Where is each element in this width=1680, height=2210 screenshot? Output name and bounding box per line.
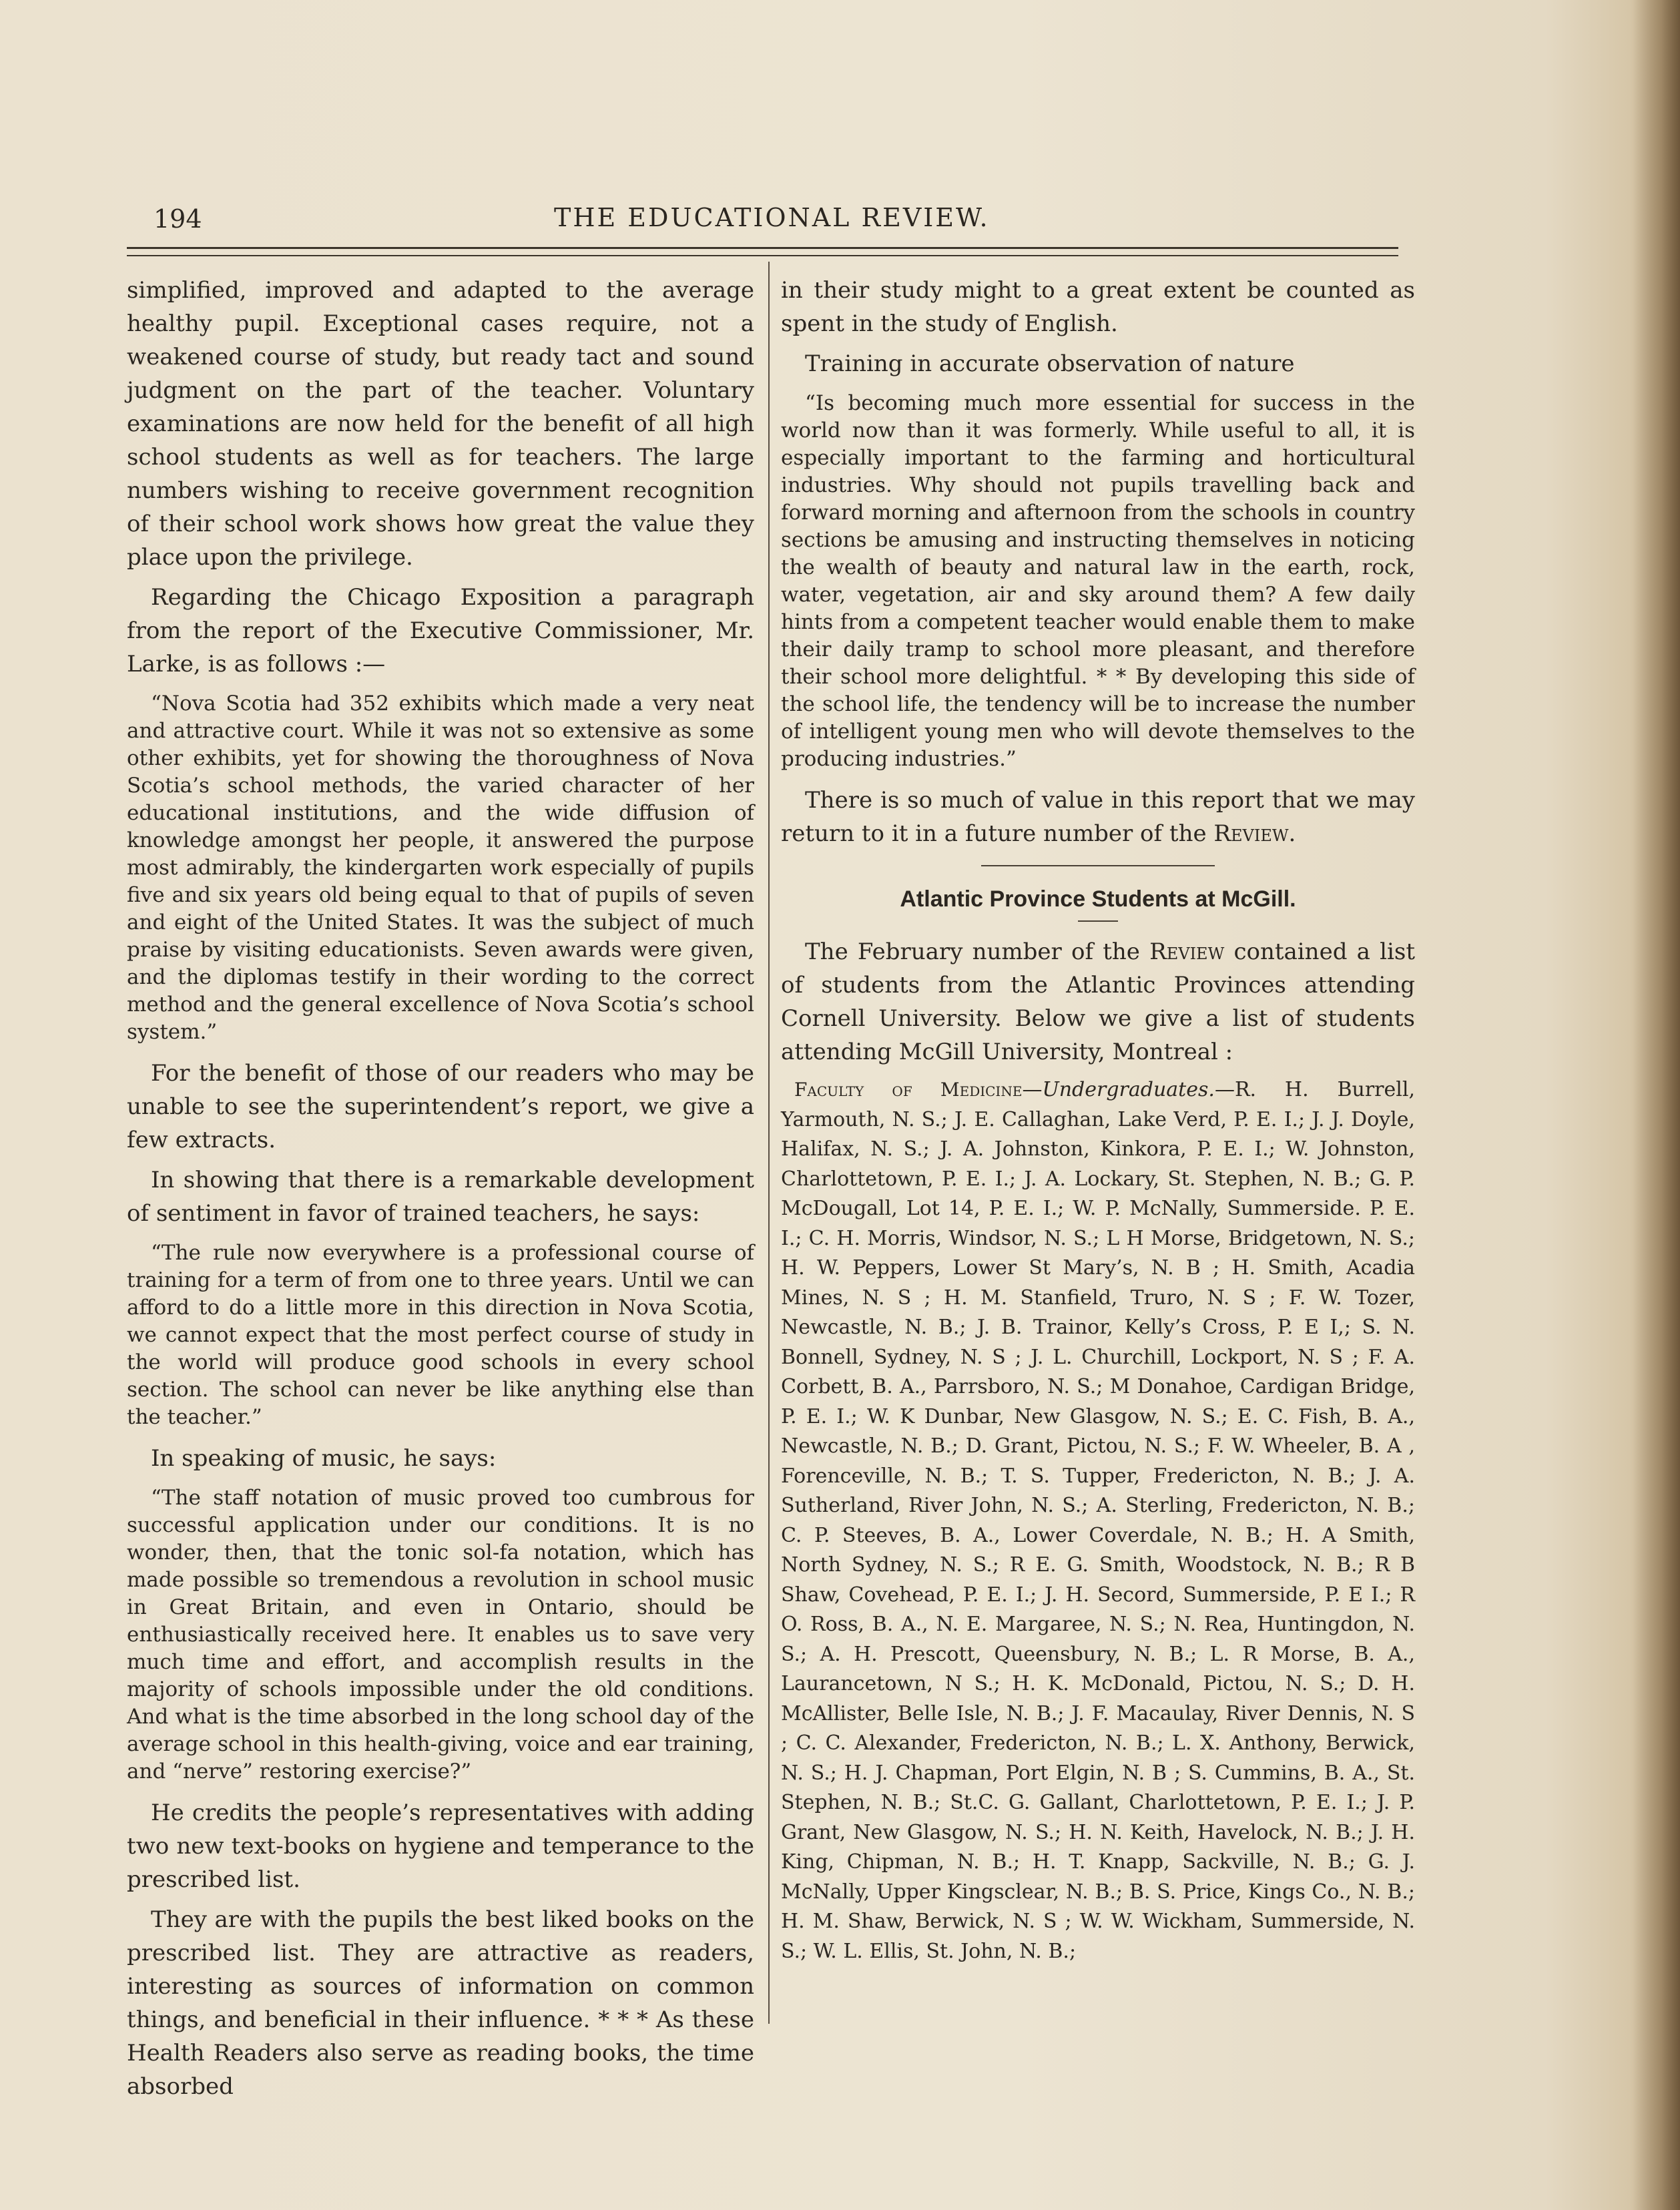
paragraph (781, 935, 1415, 1069)
paragraph-text: . (1288, 820, 1296, 847)
block-quote: “Is becoming much more essential for success in the world now than it was formerly. While useful to all, it is especially important to the farming and horticultural industries. Why should not pupils travelling back and forward morning and afternoon from the schools in country sections be amusing and instructing themselves in noticing the wealth of beauty and natural law in the earth, rock, water, vegetation, air and sky around them? A few daily hints from a competent teacher would enable them to make their daily tramp to school more pleasant, and therefore their school more delightful. * * By developing this side of the school life, the tendency will be to increase the number of intelligent young men who will devote themselves to the producing industries.” (781, 391, 1415, 771)
paragraph: They are with the pupils the best liked books on the prescribed list. They are attractive as readers, interesting as sources of information on common things, and beneficial in their influence. * * * As these Health Readers also serve as reading books, the time absorbed (127, 1906, 754, 2100)
paragraph: He credits the people’s representatives with adding two new text-books on hygiene and temperance to the prescribed list. (127, 1800, 754, 1893)
paragraph: simplified, improved and adapted to the average healthy pupil. Exceptional cases require, not a weakened course of study, but ready tact and sound judgment on the part of the teacher. Voluntary examinations are now held for the benefit of all high school students as well as for teachers. The large numbers wishing to receive government recognition of their school work shows how great the value they place upon the privilege. (127, 277, 754, 571)
right-column (781, 274, 1415, 1966)
paragraph: Training in accurate observation of nature (805, 350, 1295, 377)
paragraph-text: The February number of the (805, 938, 1150, 965)
review-name: Review (1213, 820, 1289, 847)
paragraph: In showing that there is a remarkable development of sentiment in favor of trained teachers, he says: (127, 1167, 754, 1227)
block-quote: “Nova Scotia had 352 exhibits which made a very neat and attractive court. While it was not so extensive as some other exhibits, yet for showing the thoroughness of Nova Scotia’s school methods, the varied character of her educational institutions, and the wide diffusion of knowledge amongst her people, it answered the purpose most admirably, the kindergarten work especially of pupils five and six years old being equal to that of pupils of seven and eight of the United States. It was the subject of much praise by visiting educationists. Seven awards were given, and the diplomas testify in their wording to the correct method and the general excellence of Nova Scotia’s school system.” (127, 692, 754, 1044)
page-number: 194 (154, 204, 202, 234)
header-rule-top (127, 247, 1398, 249)
faculty-dash: — (1022, 1078, 1043, 1101)
paragraph (781, 784, 1415, 850)
left-column (127, 274, 754, 2110)
section-heading: Atlantic Province Students at McGill. (900, 886, 1296, 912)
block-quote: “The staff notation of music proved too cumbrous for successful application under our conditions. It is no wonder, then, that the tonic sol-fa notation, which has made possible so tremendous a revolution in school music in Great Britain, and even in Ontario, should be enthusiastically received here. It enables us to save very much time and effort, and accomplish results in the majority of schools impossible under the old conditions. And what is the time absorbed in the long school day of the average school in this health-giving, voice and ear training, and “nerve” restoring exercise?” (127, 1486, 754, 1783)
running-header (127, 200, 1395, 240)
faculty-subheading: Undergraduates. (1042, 1078, 1215, 1101)
binding-edge-shadow (1633, 0, 1680, 2210)
paragraph: Regarding the Chicago Exposition a paragraph from the report of the Executive Commissioner, Mr. Larke, is as follows :— (127, 584, 754, 677)
header-rule-bottom (127, 255, 1398, 256)
student-names: —R. H. Burrell, Yarmouth, N. S.; J. E. Callaghan, Lake Verd, P. E. I.; J. J. Doyle, Halifax, N. S.; J. A. Johnston, Kinkora, P. E. I.; W. Johnston, Charlottetown, P. E. I.; J. A. Lockary, St. Stephen, N. B.; G. P. McDougall, Lot 14, P. E. I.; W. P. McNally, Summerside. P. E. I.; C. H. Morris, Windsor, N. S.; L H Morse, Bridgetown, N. S.; H. W. Peppers, Lower St Mary’s, N. B ; H. Smith, Acadia Mines, N. S ; H. M. Stanfield, Truro, N. S ; F. W. Tozer, Newcastle, N. B.; J. B. Trainor, Kelly’s Cross, P. E I,; S. N. Bonnell, Sydney, N. S ; J. L. Churchill, Lockport, N. S ; F. A. Corbett, B. A., Parrsboro, N. S.; M Donahoe, Cardigan Bridge, P. E. I.; W. K Dunbar, New Glasgow, N. S.; E. C. Fish, B. A., Newcastle, N. B.; D. Grant, Pictou, N. S.; F. W. Wheeler, B. A , Forenceville, N. B.; T. S. Tupper, Fredericton, N. B.; J. A. Sutherland, River John, N. S.; A. Sterling, Fredericton, N. B.; C. P. Steeves, B. A., Lower Coverdale, N. B.; H. A Smith, North Sydney, N. S.; R E. G. Smith, Woodstock, N. B.; R B Shaw, Covehead, P. E. I.; J. H. Secord, Summerside, P. E I.; R O. Ross, B. A., N. E. Margaree, N. S.; N. Rea, Huntingdon, N. S.; A. H. Prescott, Queensbury, N. B.; L. R Morse, B. A., Laurancetown, N S.; H. K. McDonald, Pictou, N. S.; D. H. McAllister, Belle Isle, N. B.; J. F. Macaulay, River Dennis, N. S ; C. C. Alexander, Fredericton, N. B.; L. X. Anthony, Berwick, N. S.; H. J. Chapman, Port Elgin, N. B ; S. Cummins, B. A., St. Stephen, N. B.; St.C. G. Gallant, Charlottetown, P. E. I.; J. P. Grant, New Glasgow, N. S.; H. N. Keith, Havelock, N. B.; J. H. King, Chipman, N. B.; H. T. Knapp, Sackville, N. B.; G. J. McNally, Upper Kingsclear, N. B.; B. S. Price, Kings Co., N. B.; H. M. Shaw, Berwick, N. S ; W. W. Wickham, Summerside, N. S.; W. L. Ellis, St. John, N. B.; (781, 1078, 1415, 1963)
paragraph: in their study might to a great extent be counted as spent in the study of English. (781, 277, 1415, 337)
paragraph: For the benefit of those of our readers who may be unable to see the superintendent’s report, we give a few extracts. (127, 1060, 754, 1153)
review-name: Review (1149, 938, 1225, 965)
column-divider (768, 262, 770, 2024)
block-quote: “The rule now everywhere is a professional course of training for a term of from one to three years. Until we can afford to do a little more in this direction in Nova Scotia, we cannot expect that the most perfect course of study in the world will produce good schools in every school section. The school can never be like anything else than the teacher.” (127, 1241, 754, 1429)
paragraph: In speaking of music, he says: (151, 1445, 497, 1472)
section-divider (981, 865, 1215, 866)
faculty-label: Faculty of Medicine (794, 1079, 1023, 1101)
journal-title: THE EDUCATIONAL REVIEW. (554, 203, 990, 232)
paragraph-text: contained a list of students from the Atlantic Provinces attending Cornell University. Below we give a list of students attending McGill University, Montreal : (781, 938, 1415, 1065)
heading-underline (1078, 920, 1118, 922)
student-list (781, 1075, 1415, 1966)
paragraph-text: There is so much of value in this report that we may return to it in a future number of the (781, 787, 1415, 847)
